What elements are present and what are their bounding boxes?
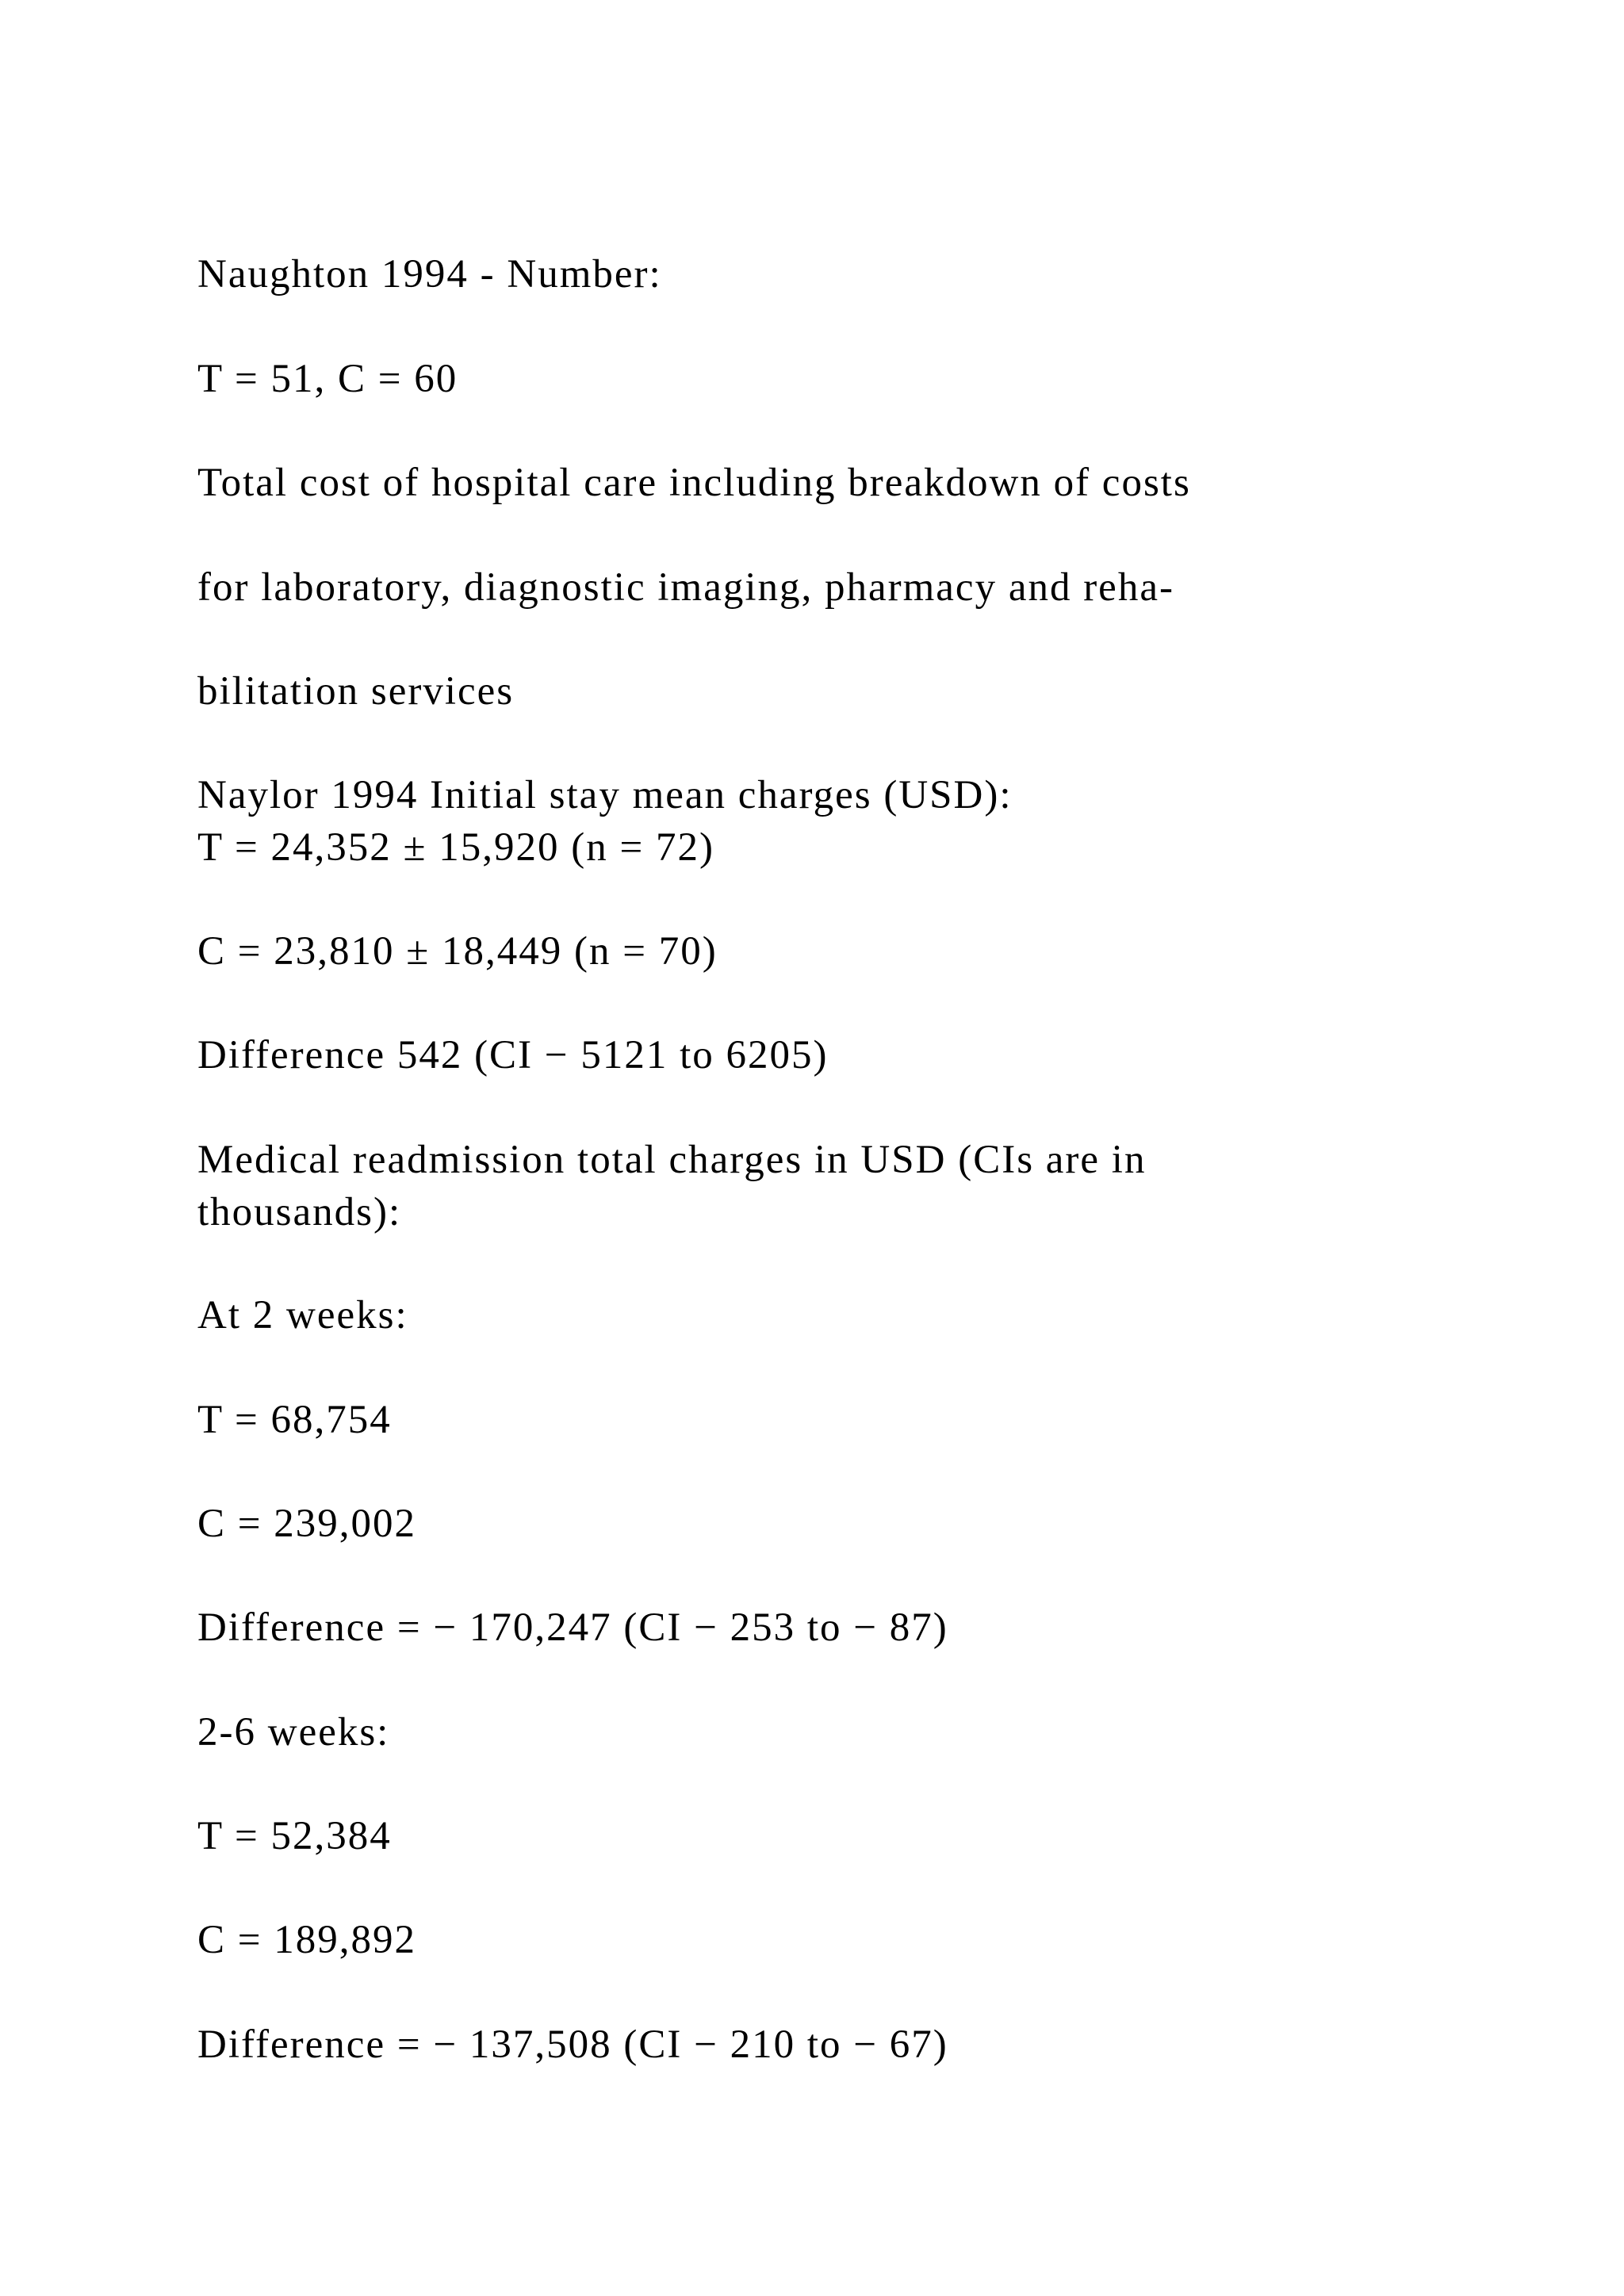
readmission-heading-line-1: Medical readmission total charges in USD (CIs are in xyxy=(197,1138,1147,1182)
cost-description-line-1: Total cost of hospital care including breakdown of costs xyxy=(197,461,1191,505)
two-six-weeks-difference: Difference = − 137,508 (CI − 210 to − 67) xyxy=(197,2022,948,2067)
two-six-weeks-treatment: T = 52,384 xyxy=(197,1814,392,1858)
two-weeks-difference: Difference = − 170,247 (CI − 253 to − 87) xyxy=(197,1605,948,1650)
two-weeks-control: C = 239,002 xyxy=(197,1502,417,1546)
cost-description-line-3: bilitation services xyxy=(197,669,515,714)
naughton-numbers: T = 51, C = 60 xyxy=(197,357,458,401)
naylor-difference: Difference 542 (CI − 5121 to 6205) xyxy=(197,1033,829,1077)
two-six-weeks-heading: 2-6 weeks: xyxy=(197,1710,390,1755)
two-six-weeks-control: C = 189,892 xyxy=(197,1918,417,1962)
two-weeks-treatment: T = 68,754 xyxy=(197,1398,392,1442)
naylor-treatment-charges: T = 24,352 ± 15,920 (n = 72) xyxy=(197,825,714,870)
naughton-heading: Naughton 1994 - Number: xyxy=(197,252,662,297)
cost-description-line-2: for laboratory, diagnostic imaging, pharmacy and reha- xyxy=(197,565,1174,610)
naylor-control-charges: C = 23,810 ± 18,449 (n = 70) xyxy=(197,929,718,974)
naylor-heading: Naylor 1994 Initial stay mean charges (USD): xyxy=(197,773,1013,817)
readmission-heading-line-2: thousands): xyxy=(197,1190,402,1234)
two-weeks-heading: At 2 weeks: xyxy=(197,1293,408,1337)
